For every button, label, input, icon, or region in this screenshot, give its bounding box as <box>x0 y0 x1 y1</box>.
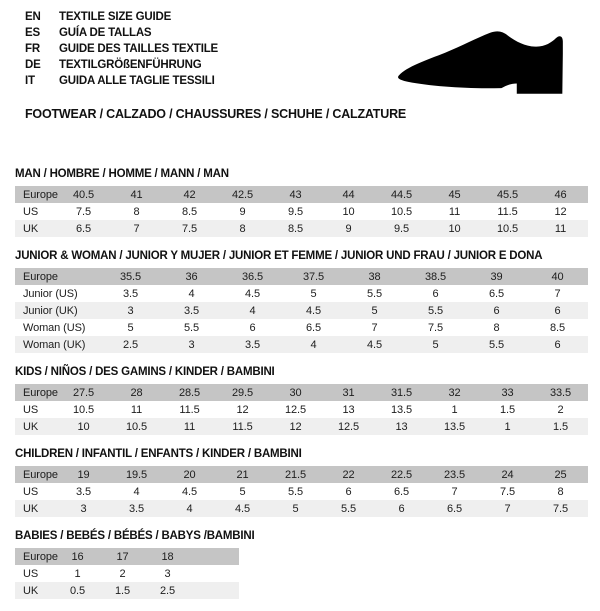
size-value: 1 <box>74 567 81 580</box>
size-value: 5.5 <box>288 485 303 498</box>
size-value: 7.5 <box>182 222 197 235</box>
row-label: US <box>23 205 39 218</box>
language-row-es <box>25 25 218 41</box>
size-value: 42 <box>183 188 196 201</box>
size-value: 11 <box>554 222 567 235</box>
table-grid <box>15 268 588 353</box>
size-value: 5.5 <box>367 287 382 300</box>
size-value: 5.5 <box>489 338 504 351</box>
size-value: 5 <box>292 502 299 515</box>
size-value: 44 <box>342 188 355 201</box>
size-value: 2 <box>557 403 564 416</box>
row-label: Junior (UK) <box>23 304 78 317</box>
table-row <box>15 548 239 565</box>
table-title: BABIES / BEBÉS / BÉBÉS / BABYS /BAMBINI <box>15 530 255 542</box>
language-label: GUIDE DES TAILLES TEXTILE <box>59 43 218 55</box>
size-value: 16 <box>71 550 84 563</box>
row-label: Europe <box>23 188 58 201</box>
size-value: 11 <box>448 205 461 218</box>
size-value: 8 <box>557 485 564 498</box>
size-value: 45.5 <box>496 188 518 201</box>
size-value: 38 <box>368 270 381 283</box>
size-value: 3 <box>188 338 195 351</box>
size-value: 3.5 <box>129 502 144 515</box>
size-value: 10 <box>77 420 90 433</box>
table-row <box>15 500 588 517</box>
size-value: 18 <box>161 550 174 563</box>
size-value: 10 <box>448 222 461 235</box>
row-label: UK <box>23 420 39 433</box>
size-value: 9 <box>239 205 246 218</box>
size-value: 11.5 <box>179 403 200 416</box>
size-table-children <box>15 447 588 517</box>
table-row <box>15 483 588 500</box>
size-value: 4.5 <box>235 502 250 515</box>
table-row <box>15 466 588 483</box>
size-value: 5 <box>310 287 317 300</box>
size-value: 36.5 <box>241 270 263 283</box>
size-value: 31 <box>342 386 355 399</box>
size-value: 6.5 <box>394 485 409 498</box>
size-value: 21 <box>236 468 249 481</box>
table-grid <box>15 548 239 599</box>
language-code: IT <box>25 75 35 87</box>
size-value: 9 <box>345 222 352 235</box>
size-value: 5.5 <box>428 304 443 317</box>
language-code: DE <box>25 59 41 71</box>
row-label: US <box>23 403 39 416</box>
table-row <box>15 418 588 435</box>
size-value: 3 <box>127 304 134 317</box>
table-grid <box>15 186 588 237</box>
size-value: 37.5 <box>302 270 324 283</box>
row-label: UK <box>23 502 39 515</box>
size-value: 19 <box>77 468 90 481</box>
table-row <box>15 268 588 285</box>
size-value: 22 <box>342 468 355 481</box>
size-value: 13.5 <box>443 420 465 433</box>
language-code: ES <box>25 27 40 39</box>
table-title: KIDS / NIÑOS / DES GAMINS / KINDER / BAMBINI <box>15 366 275 378</box>
size-value: 8 <box>133 205 140 218</box>
size-value: 29.5 <box>231 386 253 399</box>
size-value: 6 <box>249 321 256 334</box>
size-value: 12.5 <box>284 403 306 416</box>
size-value: 46 <box>554 188 567 201</box>
size-value: 3.5 <box>245 338 260 351</box>
table-row <box>15 203 588 220</box>
size-value: 5.5 <box>184 321 199 334</box>
size-value: 4.5 <box>306 304 321 317</box>
size-value: 12 <box>554 205 567 218</box>
table-row <box>15 319 588 336</box>
size-value: 13 <box>342 403 355 416</box>
size-value: 6 <box>345 485 352 498</box>
section-title: FOOTWEAR / CALZADO / CHAUSSURES / SCHUHE / CALZATURE <box>25 107 407 121</box>
size-value: 20 <box>183 468 196 481</box>
size-value: 6 <box>554 338 561 351</box>
row-label: Europe <box>23 468 58 481</box>
language-row-it <box>25 73 218 89</box>
size-value: 6.5 <box>306 321 321 334</box>
size-value: 1 <box>504 420 511 433</box>
size-value: 22.5 <box>390 468 412 481</box>
size-value: 28 <box>130 386 143 399</box>
size-value: 33.5 <box>549 386 571 399</box>
size-value: 12.5 <box>337 420 359 433</box>
language-label: GUIDA ALLE TAGLIE TESSILI <box>59 75 215 87</box>
language-row-en <box>25 9 218 25</box>
row-label: UK <box>23 584 39 597</box>
size-value: 3 <box>164 567 171 580</box>
size-value: 10.5 <box>125 420 147 433</box>
size-value: 7 <box>554 287 561 300</box>
size-value: 28.5 <box>178 386 200 399</box>
row-label: Europe <box>23 270 58 283</box>
size-value: 10 <box>342 205 355 218</box>
size-value: 6 <box>493 304 500 317</box>
language-row-de <box>25 57 218 73</box>
size-value: 11 <box>130 403 143 416</box>
size-value: 11.5 <box>497 205 518 218</box>
table-row <box>15 565 239 582</box>
language-label: TEXTILE SIZE GUIDE <box>59 11 172 23</box>
table-row <box>15 582 239 599</box>
size-value: 12 <box>289 420 302 433</box>
size-value: 9.5 <box>288 205 303 218</box>
size-value: 12 <box>236 403 249 416</box>
size-value: 31.5 <box>390 386 412 399</box>
table-row <box>15 384 588 401</box>
language-list <box>25 9 218 89</box>
size-value: 4.5 <box>245 287 260 300</box>
size-value: 1.5 <box>115 584 130 597</box>
table-row <box>15 186 588 203</box>
size-value: 17 <box>116 550 129 563</box>
size-value: 8.5 <box>550 321 565 334</box>
table-grid <box>15 384 588 435</box>
size-value: 2 <box>119 567 126 580</box>
size-value: 5.5 <box>341 502 356 515</box>
size-value: 42.5 <box>231 188 253 201</box>
size-value: 8.5 <box>288 222 303 235</box>
size-value: 32 <box>448 386 461 399</box>
size-value: 5 <box>371 304 378 317</box>
size-value: 30 <box>289 386 302 399</box>
size-value: 4 <box>186 502 193 515</box>
size-value: 3.5 <box>123 287 138 300</box>
size-value: 43 <box>289 188 302 201</box>
table-row <box>15 401 588 418</box>
size-value: 4 <box>249 304 256 317</box>
table-row <box>15 336 588 353</box>
size-value: 39 <box>490 270 503 283</box>
size-value: 8 <box>239 222 246 235</box>
language-code: EN <box>25 11 41 23</box>
size-value: 23.5 <box>443 468 465 481</box>
table-title: CHILDREN / INFANTIL / ENFANTS / KINDER / BAMBINI <box>15 448 302 460</box>
size-value: 5 <box>239 485 246 498</box>
size-value: 10.5 <box>496 222 518 235</box>
size-value: 19.5 <box>125 468 147 481</box>
language-code: FR <box>25 43 40 55</box>
size-value: 6.5 <box>76 222 91 235</box>
language-row-fr <box>25 41 218 57</box>
size-tables <box>15 167 588 611</box>
size-value: 6 <box>398 502 405 515</box>
size-value: 7.5 <box>428 321 443 334</box>
size-value: 0.5 <box>70 584 85 597</box>
size-value: 41 <box>130 188 143 201</box>
size-value: 5 <box>432 338 439 351</box>
table-title: MAN / HOMBRE / HOMME / MANN / MAN <box>15 168 229 180</box>
size-value: 3.5 <box>76 485 91 498</box>
size-value: 4 <box>310 338 317 351</box>
size-value: 7 <box>371 321 378 334</box>
size-value: 27.5 <box>72 386 94 399</box>
row-label: Junior (US) <box>23 287 78 300</box>
size-value: 7 <box>504 502 511 515</box>
size-value: 5 <box>127 321 134 334</box>
size-value: 8.5 <box>182 205 197 218</box>
row-label: US <box>23 485 39 498</box>
row-label: Europe <box>23 550 58 563</box>
size-value: 11 <box>183 420 196 433</box>
size-value: 33 <box>501 386 514 399</box>
size-value: 10.5 <box>390 205 412 218</box>
row-label: Woman (UK) <box>23 338 86 351</box>
table-grid <box>15 466 588 517</box>
size-value: 11.5 <box>232 420 253 433</box>
size-value: 40.5 <box>72 188 94 201</box>
language-label: TEXTILGRÖßENFÜHRUNG <box>59 59 202 71</box>
size-value: 10.5 <box>72 403 94 416</box>
row-label: Europe <box>23 386 58 399</box>
size-value: 9.5 <box>394 222 409 235</box>
dress-shoe-icon <box>396 27 570 99</box>
size-value: 4 <box>133 485 140 498</box>
size-value: 4.5 <box>182 485 197 498</box>
size-value: 7.5 <box>500 485 515 498</box>
row-label: Woman (US) <box>23 321 86 334</box>
size-value: 7 <box>451 485 458 498</box>
size-value: 45 <box>448 188 461 201</box>
size-value: 7 <box>133 222 140 235</box>
size-value: 6.5 <box>489 287 504 300</box>
size-value: 4.5 <box>367 338 382 351</box>
size-table-man <box>15 167 588 237</box>
table-row <box>15 285 588 302</box>
language-label: GUÍA DE TALLAS <box>59 27 152 39</box>
table-row <box>15 302 588 319</box>
size-value: 1.5 <box>500 403 515 416</box>
size-value: 44.5 <box>390 188 412 201</box>
size-value: 7.5 <box>553 502 568 515</box>
size-value: 25 <box>554 468 567 481</box>
size-value: 6 <box>432 287 439 300</box>
size-value: 3.5 <box>184 304 199 317</box>
size-value: 6.5 <box>447 502 462 515</box>
size-value: 21.5 <box>284 468 306 481</box>
size-value: 1 <box>451 403 458 416</box>
size-value: 13.5 <box>390 403 412 416</box>
size-value: 40 <box>551 270 564 283</box>
size-value: 1.5 <box>553 420 568 433</box>
size-value: 35.5 <box>119 270 141 283</box>
size-value: 38.5 <box>424 270 446 283</box>
size-value: 13 <box>395 420 408 433</box>
size-table-babies <box>15 529 588 599</box>
size-value: 24 <box>501 468 514 481</box>
size-value: 3 <box>80 502 87 515</box>
size-table-junior-woman <box>15 249 588 353</box>
size-value: 36 <box>185 270 198 283</box>
table-row <box>15 220 588 237</box>
row-label: US <box>23 567 39 580</box>
size-value: 2.5 <box>123 338 138 351</box>
table-title: JUNIOR & WOMAN / JUNIOR Y MUJER / JUNIOR ET FEMME / JUNIOR UND FRAU / JUNIOR E DONA <box>15 250 543 262</box>
size-value: 2.5 <box>160 584 175 597</box>
size-value: 6 <box>554 304 561 317</box>
row-label: UK <box>23 222 39 235</box>
size-value: 4 <box>188 287 195 300</box>
size-value: 7.5 <box>76 205 91 218</box>
size-value: 8 <box>493 321 500 334</box>
size-table-kids <box>15 365 588 435</box>
